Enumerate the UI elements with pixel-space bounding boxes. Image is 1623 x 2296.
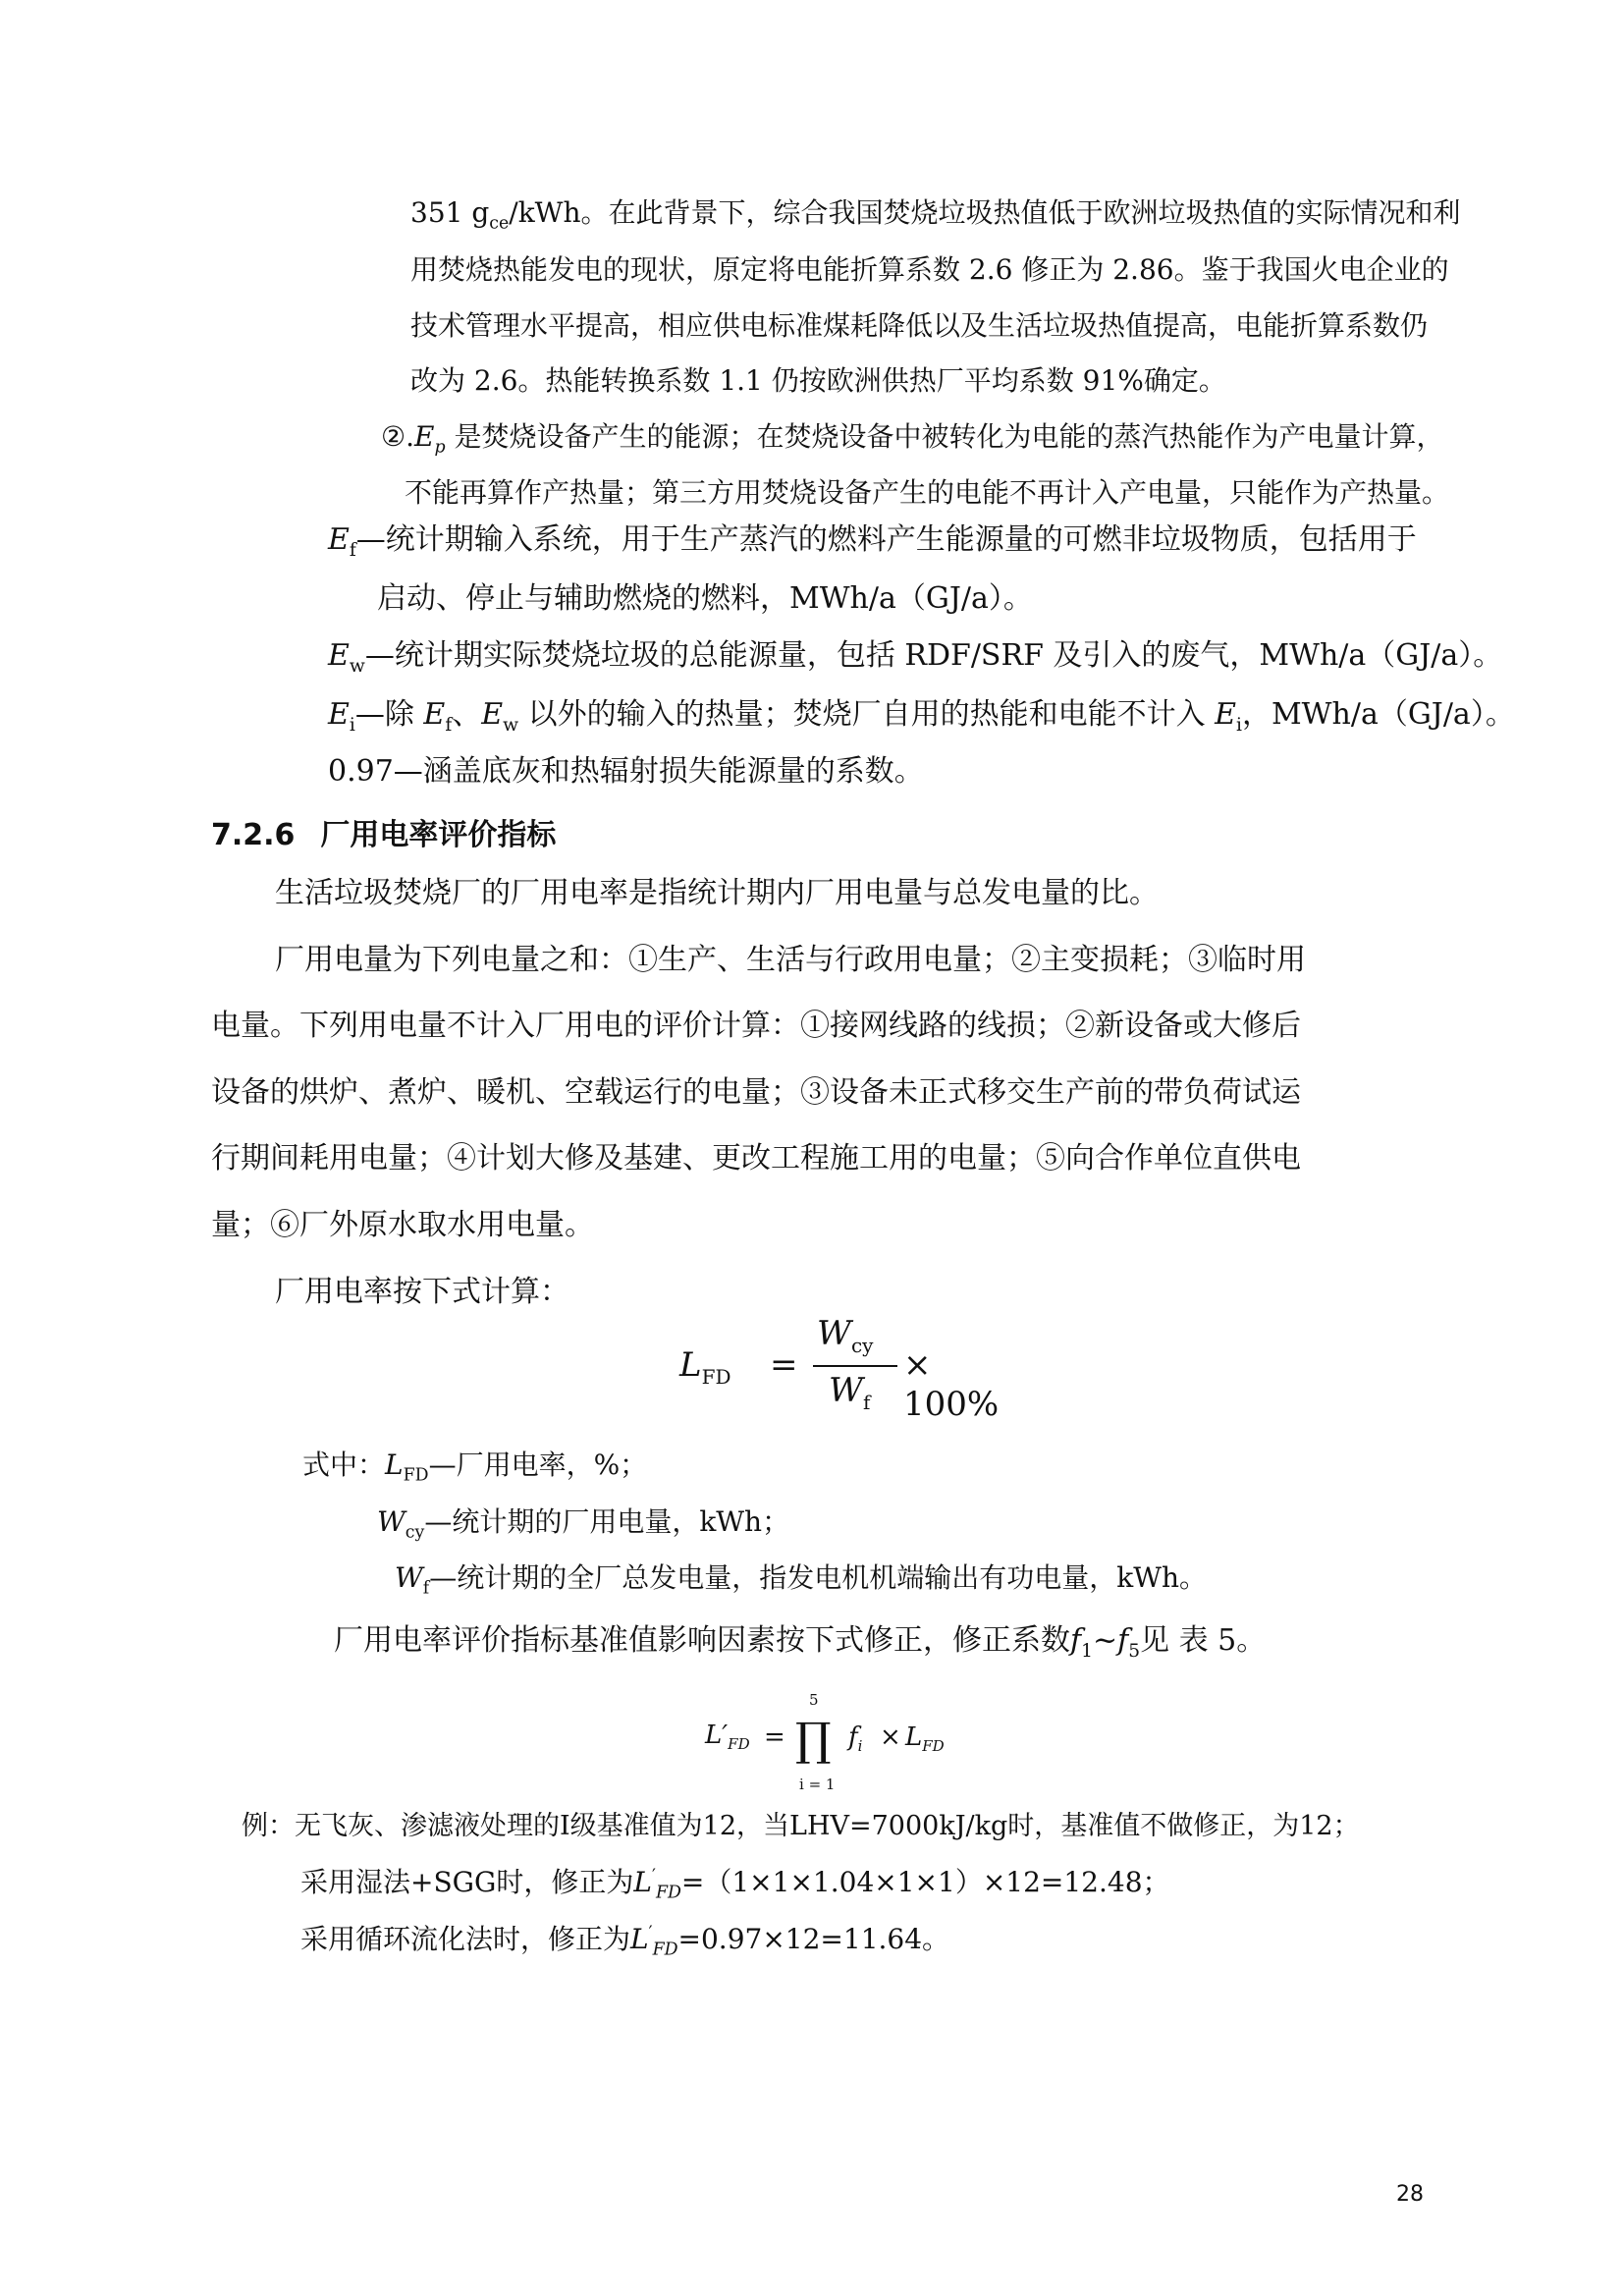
section-title: 厂用电率评价指标 [320, 818, 557, 852]
text-line [328, 695, 1515, 735]
math-symbol: W [377, 1505, 406, 1538]
math-symbol: L′ [705, 1721, 729, 1750]
fraction-numerator [817, 1314, 874, 1357]
text-span: —统计期输入系统，用于生产蒸汽的燃料产生能源量的可燃非垃圾物质，包括用于 [355, 522, 1417, 557]
subscript: i [1236, 715, 1242, 736]
text-line [300, 1920, 949, 1959]
text-span: 见 表 5。 [1140, 1623, 1267, 1658]
subscript: w [349, 656, 365, 677]
text-line: 启动、停止与辅助燃烧的燃料，MWh/a（GJ/a）。 [377, 581, 1033, 616]
text-line: 厂用电量为下列电量之和：①生产、生活与行政用电量；②主变损耗；③临时用 [275, 943, 1306, 977]
text-span: —统计期的全厂总发电量，指发电机机端输出有功电量，kWh。 [429, 1561, 1208, 1594]
math-symbol: f [848, 1722, 858, 1752]
text-span: ②. [381, 420, 415, 453]
text-line [410, 193, 1461, 233]
subscript: cy [850, 1333, 874, 1357]
page-number: 28 [1396, 2182, 1424, 2207]
text-line: 用焚烧热能发电的现状，原定将电能折算系数 2.6 修正为 2.86。鉴于我国火电企业的 [410, 253, 1449, 286]
math-symbol: E [328, 697, 350, 732]
text-line [395, 1558, 1207, 1598]
math-symbol: L [630, 1923, 649, 1955]
text-span: 采用循环流化法时，修正为 [300, 1923, 631, 1955]
formula-lhs [705, 1721, 750, 1754]
text-span: 采用湿法+SGG时，修正为 [300, 1866, 634, 1898]
text-span: =（1×1×1.04×1×1）×12=12.48； [680, 1866, 1170, 1898]
subscript: FD [655, 1883, 681, 1903]
text-line: 改为 2.6。热能转换系数 1.1 仍按欧洲供热厂平均系数 91%确定。 [410, 364, 1226, 397]
math-symbol: L [633, 1866, 652, 1898]
math-symbol: E [328, 638, 350, 673]
text-line: 生活垃圾焚烧厂的厂用电率是指统计期内厂用电量与总发电量的比。 [275, 876, 1159, 910]
subscript: f [862, 1390, 871, 1414]
text-span: —除 [354, 697, 424, 732]
text-span: —厂用电率，%； [428, 1449, 648, 1481]
math-symbol: E [414, 420, 435, 453]
text-span: 、 [452, 697, 482, 732]
math-symbol: W [395, 1561, 423, 1594]
times-sign: × [880, 1722, 901, 1752]
math-symbol: L [385, 1449, 404, 1481]
text-line [328, 636, 1502, 676]
math-symbol: W [817, 1314, 851, 1353]
text-line [328, 520, 1417, 560]
text-span: /kWh。在此背景下，综合我国焚烧垃圾热值低于欧洲垃圾热值的实际情况和利 [509, 196, 1461, 229]
fraction-denominator [829, 1371, 871, 1414]
equals-sign: = [770, 1345, 798, 1385]
formula-multiplier: × 100% [903, 1345, 1000, 1424]
text-span: =0.97×12=11.64。 [677, 1923, 950, 1955]
text-line [334, 1621, 1266, 1661]
math-symbol: E [1215, 697, 1237, 732]
subscript: ce [489, 213, 510, 234]
text-line [300, 1863, 1170, 1902]
text-line: 例：无飞灰、渗滤液处理的I级基准值为12，当LHV=7000kJ/kg时，基准值不做修正，为12； [242, 1811, 1360, 1841]
subscript: f [422, 1578, 430, 1599]
section-heading [211, 810, 556, 853]
formula-lhs [679, 1345, 731, 1389]
subscript: w [503, 715, 519, 736]
subscript: f [445, 715, 453, 736]
text-span: ~ [1092, 1623, 1118, 1658]
superscript: ′ [648, 1923, 653, 1943]
subscript: FD [652, 1940, 678, 1960]
text-line: 行期间耗用电量；④计划大修及基建、更改工程施工用的电量；⑤向合作单位直供电 [211, 1141, 1301, 1175]
text-span: 厂用电率评价指标基准值影响因素按下式修正，修正系数 [334, 1623, 1070, 1658]
formula-plant-power-rate [679, 1314, 1000, 1424]
text-line: 厂用电率按下式计算： [275, 1275, 569, 1309]
subscript: 5 [1128, 1641, 1141, 1662]
subscript: FD [403, 1465, 429, 1486]
formula-rhs [905, 1722, 945, 1756]
text-line: 量；⑥厂外原水取水用电量。 [211, 1208, 594, 1242]
text-line: 电量。下列用电量不计入厂用电的评价计算：①接网线路的线损；②新设备或大修后 [211, 1009, 1301, 1043]
superscript: ′ [651, 1866, 656, 1886]
math-symbol: E [423, 697, 446, 732]
text-span: 式中： [302, 1449, 386, 1481]
formula-corrected-rate [705, 1691, 945, 1799]
subscript: f [349, 540, 356, 561]
subscript: FD [922, 1737, 945, 1756]
factor-term [848, 1722, 863, 1756]
text-span: —统计期实际焚烧垃圾的总能源量，包括 RDF/SRF 及引入的废气，MWh/a（GJ/a）。 [364, 638, 1503, 673]
text-line: 不能再算作产热量；第三方用焚烧设备产生的电能不再计入产电量，只能作为产热量。 [405, 476, 1450, 509]
fraction-bar [813, 1365, 897, 1367]
subscript: i [349, 715, 355, 736]
text-span: ，MWh/a（GJ/a）。 [1241, 697, 1515, 732]
math-symbol: f [1070, 1623, 1082, 1658]
equals-sign: = [764, 1722, 785, 1752]
text-line: 0.97—涵盖底灰和热辐射损失能源量的系数。 [328, 754, 924, 789]
product-upper-limit: 5 [809, 1691, 819, 1709]
product-symbol: ∏ [795, 1713, 832, 1766]
text-span: 351 g [410, 196, 490, 229]
section-number: 7.2.6 [211, 818, 296, 852]
text-span: 是焚烧设备产生的能源；在焚烧设备中被转化为电能的蒸汽热能作为产电量计算， [445, 420, 1444, 453]
math-symbol: L [679, 1345, 702, 1385]
text-line [302, 1446, 647, 1485]
text-line [381, 417, 1444, 457]
subscript: p [434, 437, 446, 458]
math-symbol: W [829, 1371, 863, 1410]
text-span: 以外的输入的热量；焚烧厂自用的热能和电能不计入 [518, 697, 1216, 732]
math-symbol: E [481, 697, 504, 732]
text-line: 技术管理水平提高，相应供电标准煤耗降低以及生活垃圾热值提高，电能折算系数仍 [410, 309, 1429, 342]
math-symbol: f [1117, 1623, 1129, 1658]
subscript: FD [728, 1735, 750, 1754]
subscript: cy [405, 1522, 425, 1543]
text-line: 设备的烘炉、煮炉、暖机、空载运行的电量；③设备未正式移交生产前的带负荷试运 [211, 1075, 1301, 1110]
subscript: i [857, 1737, 863, 1756]
text-line [377, 1503, 789, 1542]
text-span: —统计期的厂用电量，kWh； [424, 1505, 790, 1538]
subscript: FD [701, 1364, 731, 1389]
math-symbol: E [328, 522, 350, 557]
math-symbol: L [905, 1722, 923, 1752]
product-lower-limit: i = 1 [799, 1776, 836, 1793]
subscript: 1 [1081, 1641, 1093, 1662]
